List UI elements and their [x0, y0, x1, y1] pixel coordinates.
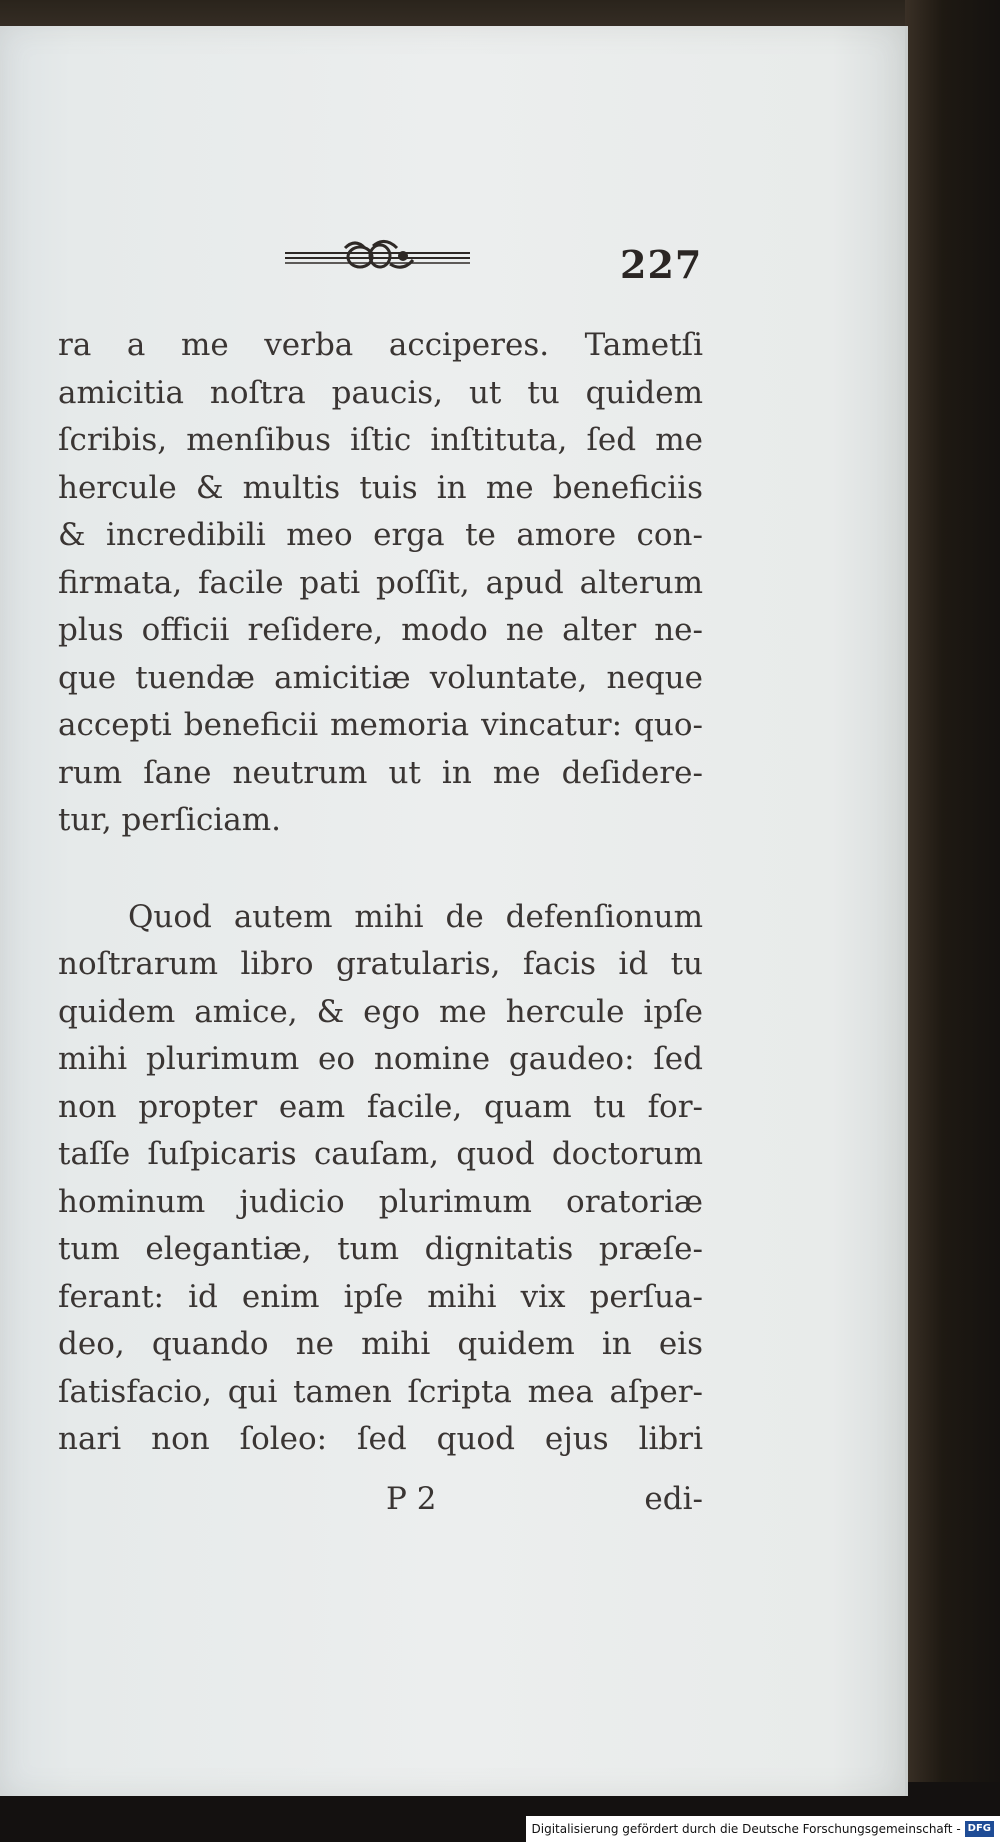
catchword: edi- [644, 1481, 703, 1517]
paragraph-gap [58, 845, 703, 894]
text-line: plus officii reſidere, modo ne alter ne- [58, 612, 703, 648]
book-page [0, 26, 908, 1796]
header-ornament-icon [285, 236, 470, 276]
text-line: non propter eam facile, quam tu for- [58, 1088, 703, 1125]
text-line: mihi plurimum eo nomine gaudeo: ſed [58, 1041, 703, 1077]
text-line: Quod autem mihi de defenſionum [128, 898, 703, 935]
text-line: quidem amice, & ego me hercule ipſe [58, 993, 703, 1030]
page-footer [58, 1481, 703, 1531]
page-number: 227 [620, 242, 703, 287]
text-line: taſſe ſuſpicaris cauſam, quod doctorum [58, 1136, 703, 1172]
book-spine [905, 0, 1000, 1842]
paragraph-2 [58, 894, 703, 1464]
text-line: tur, perſiciam. [58, 802, 281, 838]
text-line: ſcribis, menſibus iſtic inſtituta, ſed me [58, 422, 703, 458]
text-line: firmata, facile pati poſſit, apud alterum [58, 564, 703, 601]
text-line: ſatisfacio, qui tamen ſcripta mea aſper- [58, 1373, 703, 1410]
text-line: & incredibili meo erga te amore con- [58, 517, 703, 553]
text-line: que tuendæ amicitiæ voluntate, neque [58, 659, 703, 696]
text-line: ferant: id enim ipſe mihi vix perſua- [58, 1278, 703, 1315]
signature-mark: P 2 [386, 1481, 437, 1517]
dfg-logo-icon: DFG [965, 1821, 994, 1837]
text-line: deo, quando ne mihi quidem in eis [58, 1326, 703, 1362]
text-line: ra a me verba acciperes. Tametſi [58, 327, 703, 363]
text-line: accepti beneficii memoria vincatur: quo- [58, 707, 703, 743]
text-line: amicitia noſtra paucis, ut tu quidem [58, 374, 703, 411]
text-line: hercule & multis tuis in me beneficiis [58, 469, 703, 506]
digitization-credit-bar [526, 1816, 1000, 1842]
text-line: rum ſane neutrum ut in me deſidere- [58, 754, 703, 791]
text-line: noſtrarum libro gratularis, facis id tu [58, 946, 703, 982]
text-line: hominum judicio plurimum oratoriæ [58, 1183, 703, 1220]
digitization-credit-text: Digitalisierung gefördert durch die Deutsche Forschungsgemeinschaft - [531, 1822, 961, 1836]
text-line: nari non ſoleo: ſed quod ejus libri [58, 1421, 703, 1457]
paragraph-1 [58, 322, 703, 845]
text-line: tum elegantiæ, tum dignitatis præſe- [58, 1231, 703, 1267]
body-text [58, 322, 703, 1464]
